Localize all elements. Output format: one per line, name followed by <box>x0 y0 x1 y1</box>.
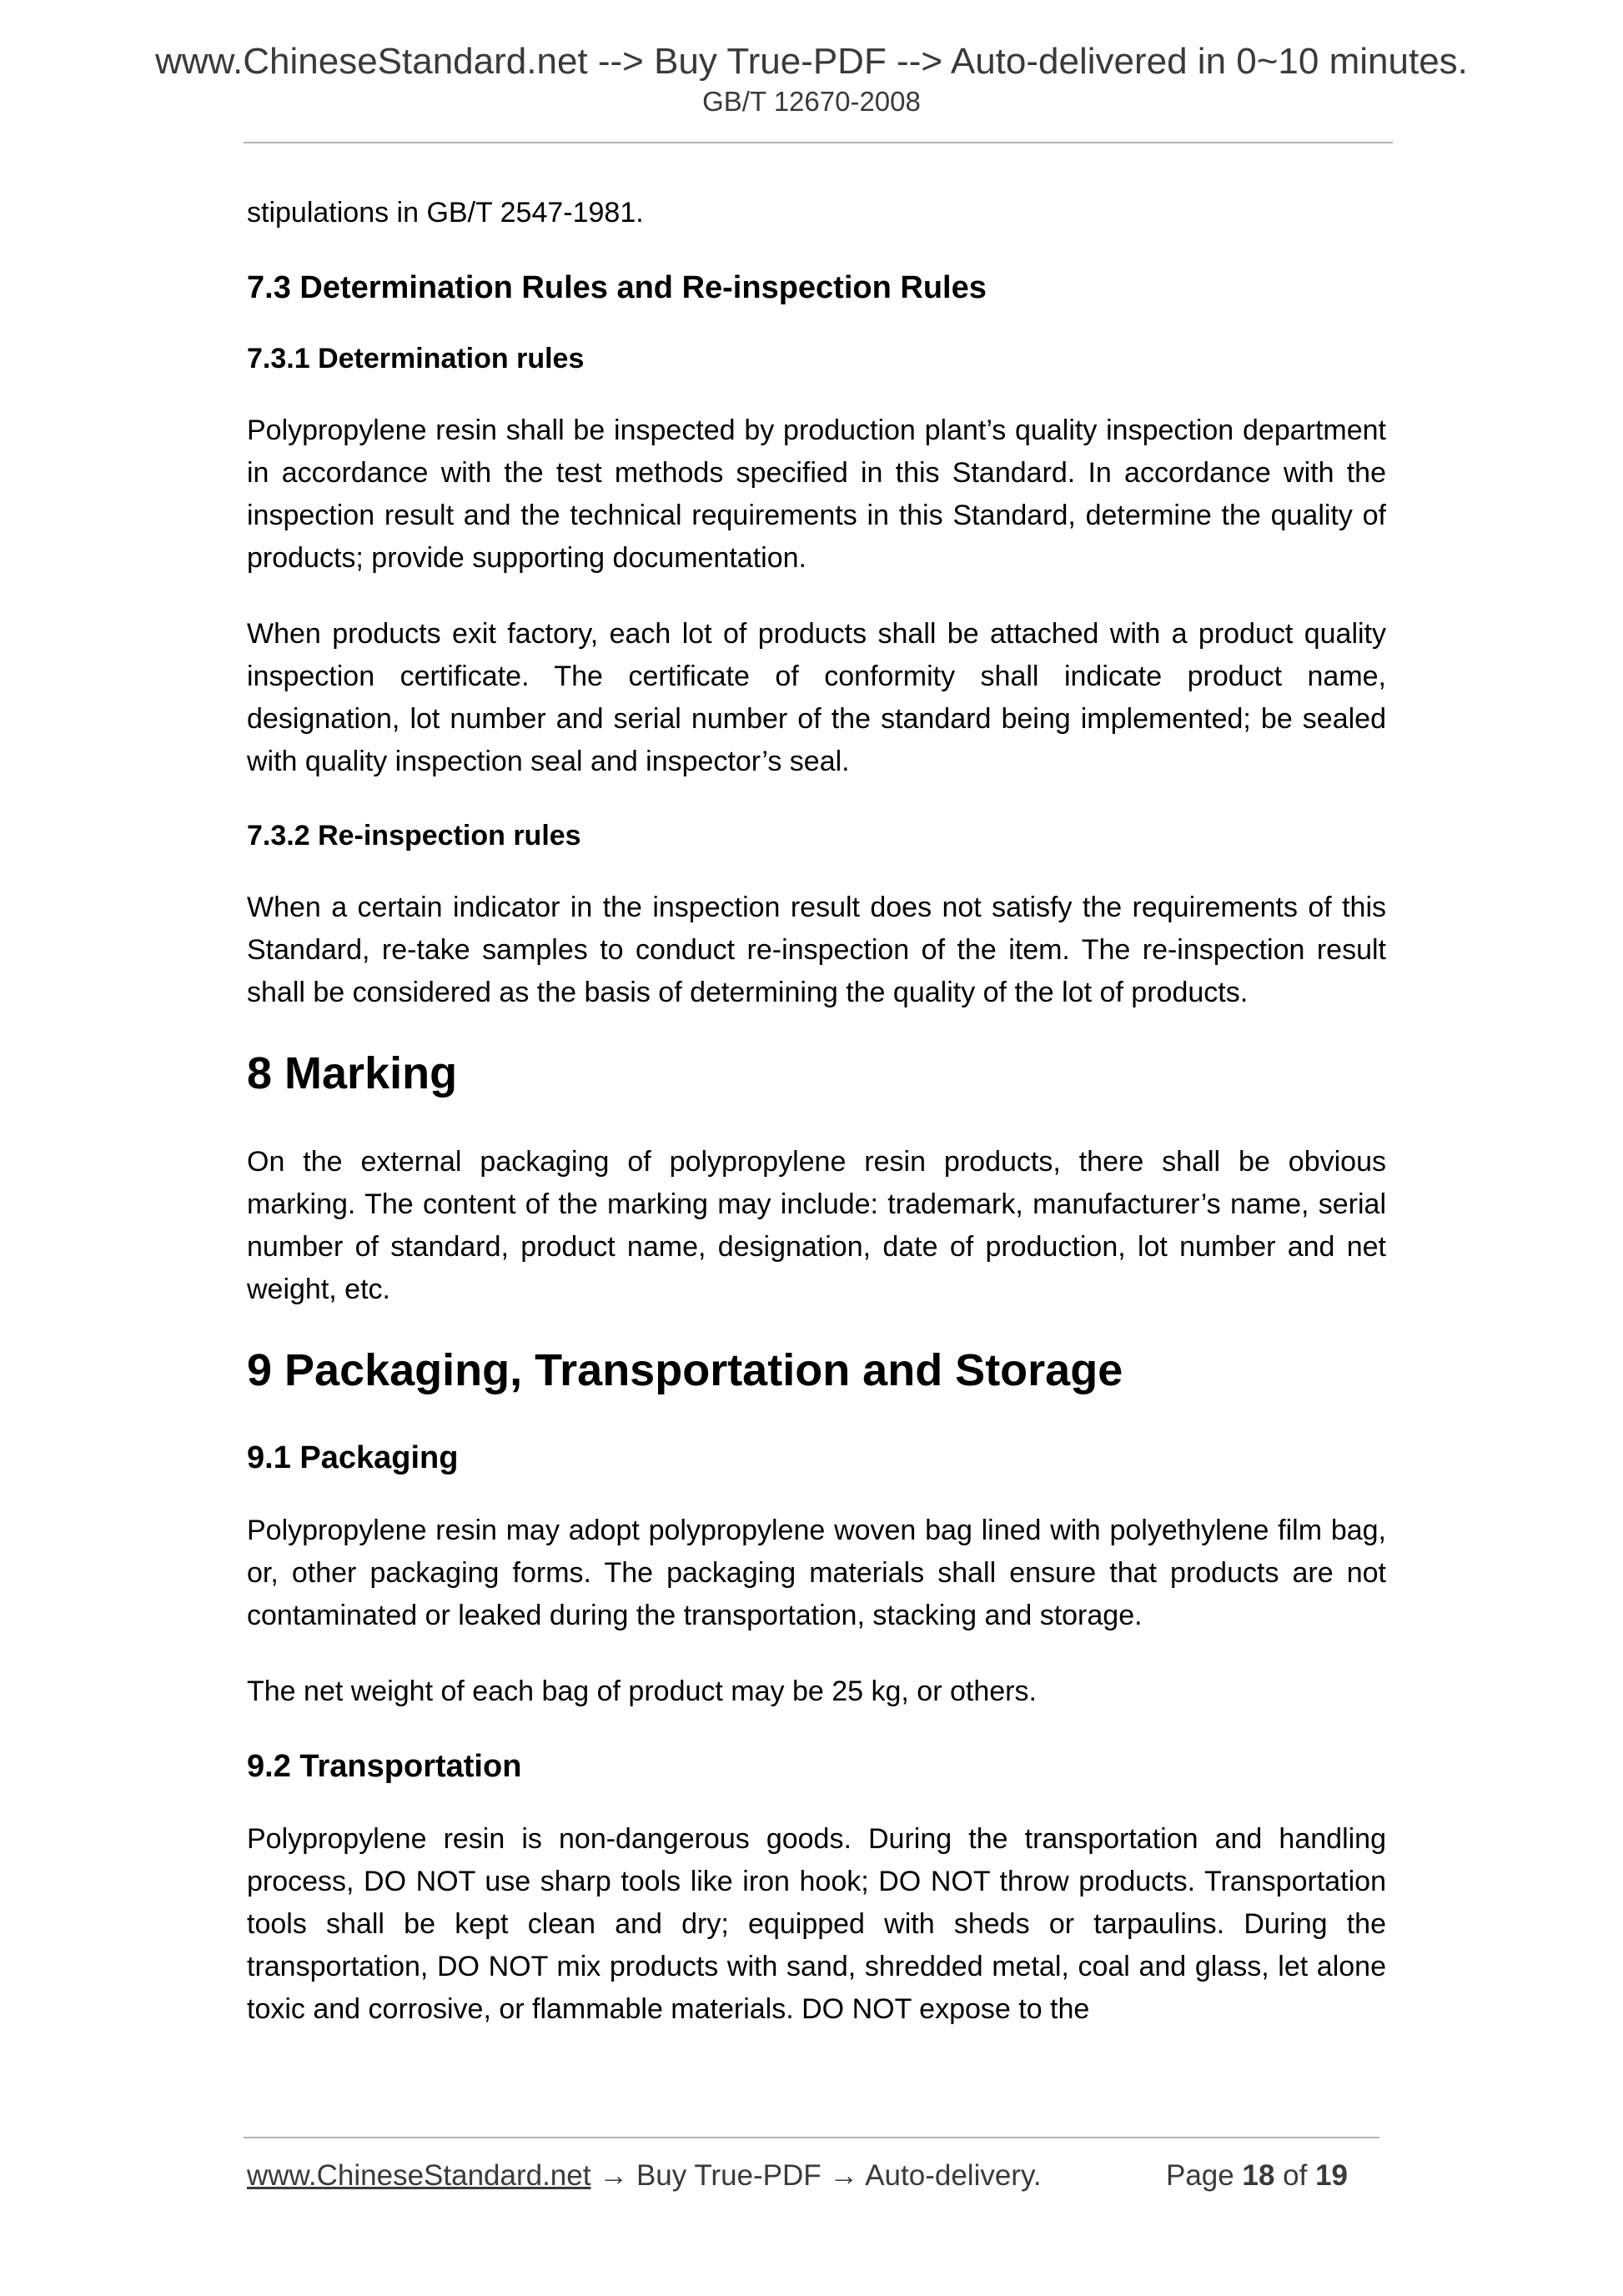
section-8-paragraph: On the external packaging of polypropylene resin products, there shall be obvious marking. The content of the marking may include: trademark, manufacturer’s name, serial number of standard, product name, designation, date of production, lot number and net weight, etc. <box>247 1146 1386 1305</box>
section-7-3-1-paragraph-2: When products exit factory, each lot of products shall be attached with a product quality inspection certificate. The certificate of conformity shall indicate product name, designation, lot number and serial number of the standard being implemented; be sealed with quality inspection seal and inspector’s seal. <box>247 618 1386 777</box>
section-9-2-paragraph: Polypropylene resin is non-dangerous goods. During the transportation and handling process, DO NOT use sharp tools like iron hook; DO NOT throw products. Transportation tools shall be kept clean and dry; equipped with sheds or tarpaulins. During the transportation, DO NOT mix products with sand, shredded metal, coal and glass, let alone toxic and corrosive, or flammable materials. DO NOT expose to the <box>247 1823 1386 2025</box>
section-7-3-1-heading: 7.3.1 Determination rules <box>247 343 585 374</box>
section-7-3-1-paragraph-1: Polypropylene resin shall be inspected by production plant’s quality inspection department in accordance with the test methods specified in this Standard. In accordance with the inspection result and the technical requirements in this Standard, determine the quality of products; provide supporting documentation. <box>247 414 1386 574</box>
section-7-3-2-paragraph: When a certain indicator in the inspection result does not satisfy the requirements of this Standard, re-take samples to conduct re-inspection of the item. The re-inspection result shall be considered as the basis of determining the quality of the lot of products. <box>247 892 1386 1008</box>
section-9-1-paragraph-1: Polypropylene resin may adopt polypropylene woven bag lined with polyethylene film bag, or, other packaging forms. The packaging materials shall ensure that products are not contaminated or leaked during the transportation, stacking and storage. <box>247 1515 1386 1631</box>
section-9-1-heading: 9.1 Packaging <box>247 1440 459 1475</box>
page-of-label: of <box>1283 2159 1308 2192</box>
footer-divider <box>244 2137 1379 2138</box>
section-9-2-heading: 9.2 Transportation <box>247 1749 522 1784</box>
page-label: Page <box>1166 2159 1234 2192</box>
page-body <box>247 192 1386 2064</box>
site-banner: www.ChineseStandard.net --> Buy True-PDF --> Auto-delivered in 0~10 minutes. <box>155 41 1468 82</box>
footer-delivery-text: Auto-delivery. <box>865 2159 1042 2192</box>
footer-buy-text: Buy True-PDF <box>636 2159 822 2192</box>
page-current: 18 <box>1242 2159 1275 2192</box>
section-8-heading: 8 Marking <box>247 1048 458 1098</box>
section-9-1-paragraph-2: The net weight of each bag of product may be 25 kg, or others. <box>247 1676 1037 1707</box>
header-divider <box>244 142 1393 143</box>
arrow-right-icon: → <box>599 2159 629 2192</box>
footer-site-link[interactable]: www.ChineseStandard.net <box>247 2159 591 2192</box>
section-7-3-heading: 7.3 Determination Rules and Re-inspection Rules <box>247 270 987 305</box>
standard-id: GB/T 12670-2008 <box>702 86 921 117</box>
intro-paragraph: stipulations in GB/T 2547-1981. <box>247 197 644 229</box>
page-total: 19 <box>1315 2159 1349 2192</box>
section-9-heading: 9 Packaging, Transportation and Storage <box>247 1345 1123 1395</box>
page-number <box>1166 2157 1348 2195</box>
section-7-3-2-heading: 7.3.2 Re-inspection rules <box>247 820 581 852</box>
arrow-right-icon: → <box>829 2159 859 2192</box>
footer-promo <box>247 2157 1042 2195</box>
